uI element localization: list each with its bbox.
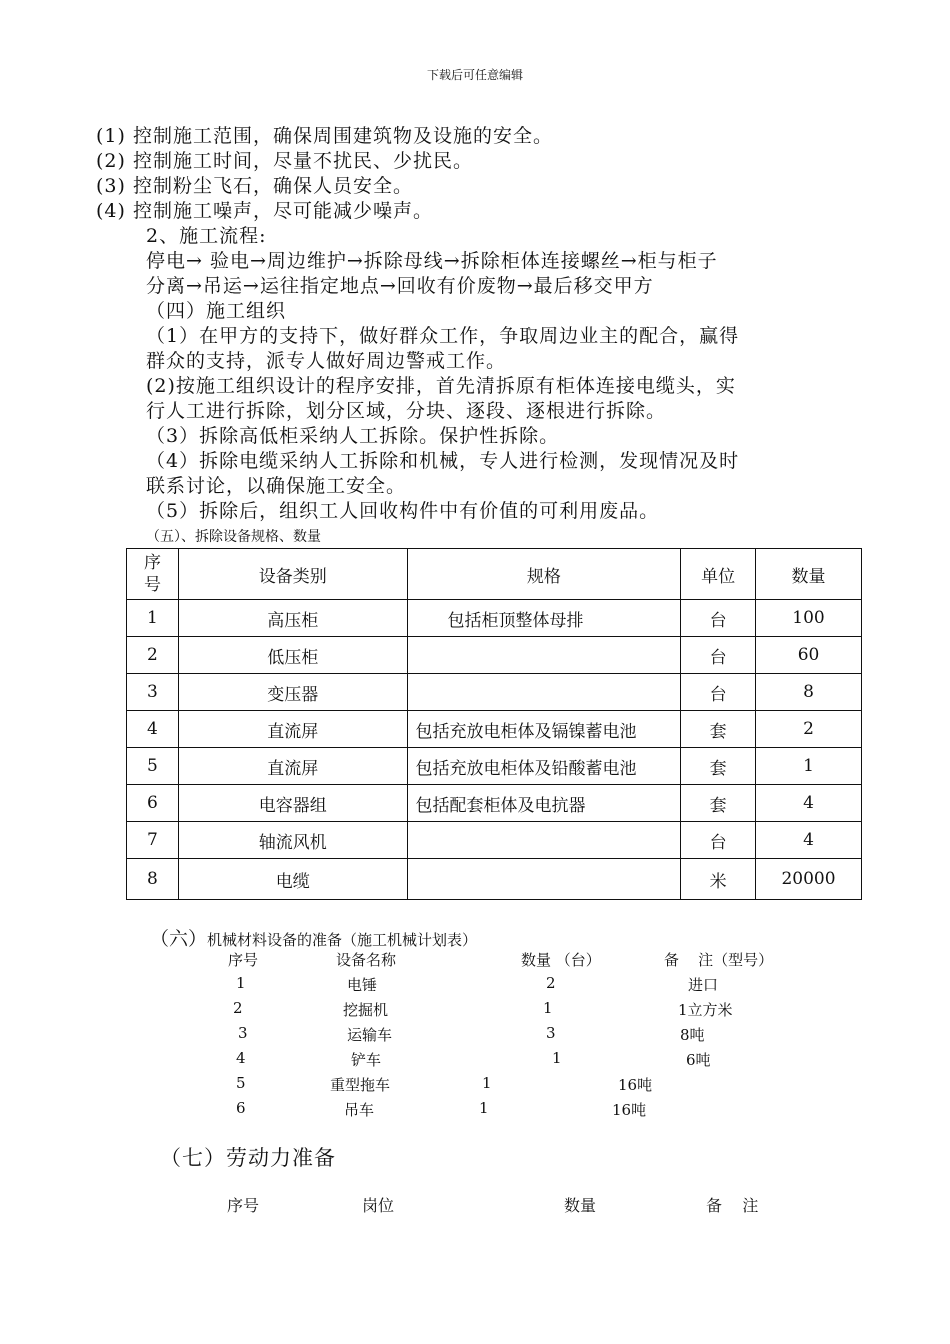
cell: 2 xyxy=(756,711,862,748)
machinery-cell: 5 xyxy=(236,1074,246,1092)
cell: 8 xyxy=(127,859,179,900)
machinery-cell: 运输车 xyxy=(347,1026,393,1044)
cell: 6 xyxy=(127,785,179,822)
machinery-cell: 铲车 xyxy=(351,1051,382,1069)
cell: 7 xyxy=(127,822,179,859)
cell: 3 xyxy=(127,674,179,711)
paragraph: (4) 控制施工噪声，尽可能减少噪声。 xyxy=(96,200,433,222)
paragraph: （1）在甲方的支持下，做好群众工作，争取周边业主的配合，赢得 xyxy=(146,325,740,347)
cell xyxy=(407,674,681,711)
paragraph: 群众的支持，派专人做好周边警戒工作。 xyxy=(146,350,507,372)
machinery-cell: 3 xyxy=(546,1024,556,1042)
cell: 套 xyxy=(681,711,756,748)
machinery-cell: 4 xyxy=(236,1049,246,1067)
cell: 包括柜顶整体母排 xyxy=(407,600,681,637)
section-7-title: （七）劳动力准备 xyxy=(160,1146,336,1170)
header-cell xyxy=(127,549,179,600)
cell: 8 xyxy=(756,674,862,711)
equipment-table xyxy=(126,548,862,900)
cell: 2 xyxy=(127,637,179,674)
table-row xyxy=(127,822,862,859)
cell: 20000 xyxy=(756,859,862,900)
cell: 包括充放电柜体及铅酸蓄电池 xyxy=(407,748,681,785)
cell: 包括配套柜体及电抗器 xyxy=(407,785,681,822)
cell: 1 xyxy=(127,600,179,637)
paragraph: (3) 控制粉尘飞石，确保人员安全。 xyxy=(96,175,413,197)
cell: 套 xyxy=(681,785,756,822)
machinery-header: 设备名称 xyxy=(336,951,397,969)
machinery-cell: 1 xyxy=(479,1099,489,1117)
paragraph: （5）拆除后，组织工人回收构件中有价值的可利用废品。 xyxy=(146,500,660,522)
cell: 低压柜 xyxy=(178,637,407,674)
header-cell: 单位 xyxy=(681,549,756,600)
section-6-prefix: （六） xyxy=(150,928,208,950)
paragraph: (1) 控制施工范围，确保周围建筑物及设施的安全。 xyxy=(96,125,553,147)
cell: 变压器 xyxy=(178,674,407,711)
section-6-label: 机械材料设备的准备（施工机械计划表） xyxy=(207,931,478,949)
cell: 台 xyxy=(681,674,756,711)
machinery-cell: 1立方米 xyxy=(678,1001,733,1019)
cell xyxy=(407,822,681,859)
machinery-cell: 吊车 xyxy=(344,1101,375,1119)
paragraph: 联系讨论，以确保施工安全。 xyxy=(146,475,407,497)
labor-header: 岗位 xyxy=(362,1196,395,1215)
paragraph: （3）拆除高低柜采纳人工拆除。保护性拆除。 xyxy=(146,425,560,447)
paragraph: 2、施工流程: xyxy=(146,225,267,247)
table-header-row xyxy=(127,549,862,600)
cell: 套 xyxy=(681,748,756,785)
machinery-cell: 电锤 xyxy=(347,976,378,994)
paragraph: (2) 控制施工时间，尽量不扰民、少扰民。 xyxy=(96,150,473,172)
paragraph: 行人工进行拆除，划分区域，分块、逐段、逐根进行拆除。 xyxy=(146,400,667,422)
cell: 米 xyxy=(681,859,756,900)
machinery-cell: 16吨 xyxy=(612,1101,647,1119)
machinery-cell: 2 xyxy=(233,999,243,1017)
cell: 电容器组 xyxy=(178,785,407,822)
machinery-cell: 挖掘机 xyxy=(343,1001,389,1019)
table-row xyxy=(127,637,862,674)
header-cell: 设备类别 xyxy=(178,549,407,600)
machinery-header: 数量 （台） xyxy=(521,951,601,969)
machinery-cell: 3 xyxy=(238,1024,248,1042)
cell: 直流屏 xyxy=(178,748,407,785)
machinery-cell: 8吨 xyxy=(680,1026,705,1044)
cell: 4 xyxy=(756,822,862,859)
machinery-cell: 1 xyxy=(552,1049,562,1067)
machinery-cell: 1 xyxy=(482,1074,492,1092)
table-row xyxy=(127,600,862,637)
paragraph: 停电→ 验电→周边维护→拆除母线→拆除柜体连接螺丝→柜与柜子 xyxy=(146,250,718,272)
cell xyxy=(407,637,681,674)
cell: 60 xyxy=(756,637,862,674)
machinery-cell: 进口 xyxy=(688,976,719,994)
header-cell: 规格 xyxy=(407,549,681,600)
cell: 直流屏 xyxy=(178,711,407,748)
cell: 台 xyxy=(681,822,756,859)
labor-header: 备 注 xyxy=(706,1196,759,1215)
section-5-title: （五）、拆除设备规格、数量 xyxy=(146,529,321,545)
cell: 4 xyxy=(127,711,179,748)
header-cell: 数量 xyxy=(756,549,862,600)
cell: 包括充放电柜体及镉镍蓄电池 xyxy=(407,711,681,748)
section-heading: （四）施工组织 xyxy=(146,300,287,322)
machinery-cell: 6吨 xyxy=(686,1051,711,1069)
cell xyxy=(407,859,681,900)
table-row xyxy=(127,785,862,822)
machinery-cell: 16吨 xyxy=(618,1076,653,1094)
cell: 轴流风机 xyxy=(178,822,407,859)
table-row xyxy=(127,748,862,785)
cell: 4 xyxy=(756,785,862,822)
machinery-header: 备 注（型号） xyxy=(664,951,774,969)
cell: 1 xyxy=(756,748,862,785)
machinery-cell: 1 xyxy=(543,999,553,1017)
table-row xyxy=(127,711,862,748)
header-note: 下载后可任意编辑 xyxy=(426,68,523,82)
paragraph: （4）拆除电缆采纳人工拆除和机械，专人进行检测，发现情况及时 xyxy=(146,450,740,472)
labor-header: 数量 xyxy=(564,1196,597,1215)
cell: 台 xyxy=(681,637,756,674)
paragraph: 分离→吊运→运往指定地点→回收有价废物→最后移交甲方 xyxy=(146,275,654,297)
labor-header: 序号 xyxy=(227,1196,260,1215)
table-row xyxy=(127,674,862,711)
machinery-cell: 重型拖车 xyxy=(330,1076,391,1094)
cell: 高压柜 xyxy=(178,600,407,637)
machinery-cell: 1 xyxy=(236,974,246,992)
cell: 台 xyxy=(681,600,756,637)
table-row xyxy=(127,859,862,900)
header-label: 序号 xyxy=(143,553,161,595)
machinery-cell: 2 xyxy=(546,974,556,992)
cell: 100 xyxy=(756,600,862,637)
cell: 电缆 xyxy=(178,859,407,900)
machinery-header: 序号 xyxy=(228,951,259,969)
machinery-cell: 6 xyxy=(236,1099,246,1117)
section-6-title xyxy=(150,924,477,951)
cell: 5 xyxy=(127,748,179,785)
paragraph: (2)按施工组织设计的程序安排，首先清拆原有柜体连接电缆头，实 xyxy=(146,375,736,397)
